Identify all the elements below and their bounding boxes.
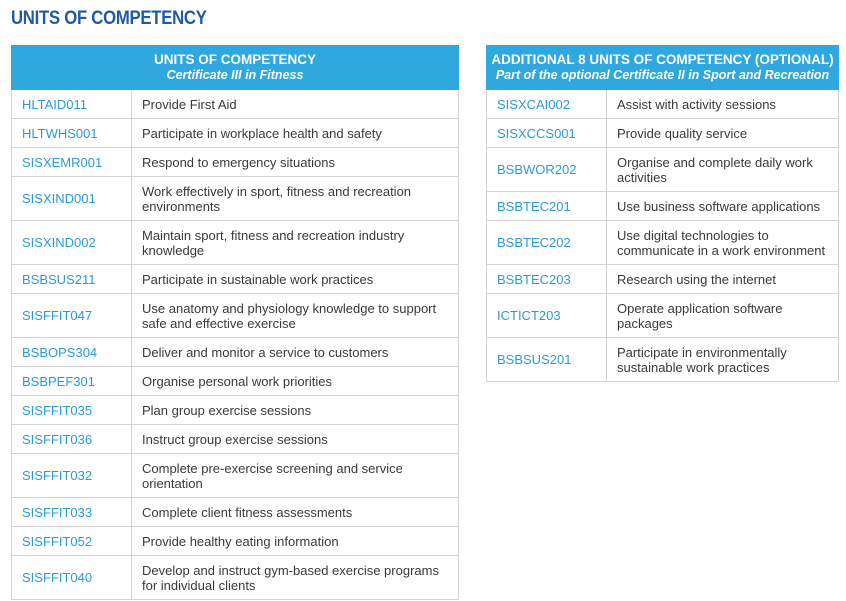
table-row (12, 265, 459, 294)
table-header (12, 46, 459, 90)
unit-name: Use anatomy and physiology knowledge to support safe and effective exercise (132, 294, 459, 338)
table-header (487, 46, 839, 90)
table-row (12, 527, 459, 556)
unit-name: Participate in environmentally sustainable work practices (607, 338, 839, 382)
unit-code: SISFFIT032 (12, 454, 132, 498)
unit-code: BSBTEC203 (487, 265, 607, 294)
table-row (12, 221, 459, 265)
unit-name: Provide quality service (607, 119, 839, 148)
table-row (487, 119, 839, 148)
table-row (487, 148, 839, 192)
table-row (12, 338, 459, 367)
table-row (487, 338, 839, 382)
units-table-certificate-iii (11, 45, 459, 600)
unit-name: Participate in workplace health and safety (132, 119, 459, 148)
table-row (12, 148, 459, 177)
unit-name: Plan group exercise sessions (132, 396, 459, 425)
unit-name: Provide First Aid (132, 90, 459, 119)
unit-code: BSBPEF301 (12, 367, 132, 396)
unit-code: BSBWOR202 (487, 148, 607, 192)
units-table-optional (486, 45, 839, 382)
unit-code: BSBTEC201 (487, 192, 607, 221)
unit-name: Maintain sport, fitness and recreation industry knowledge (132, 221, 459, 265)
table-row (12, 294, 459, 338)
table-row (12, 498, 459, 527)
unit-name: Work effectively in sport, fitness and recreation environments (132, 177, 459, 221)
unit-name: Instruct group exercise sessions (132, 425, 459, 454)
table-row (12, 367, 459, 396)
unit-code: SISFFIT047 (12, 294, 132, 338)
table-row (12, 454, 459, 498)
unit-name: Deliver and monitor a service to customers (132, 338, 459, 367)
unit-name: Complete client fitness assessments (132, 498, 459, 527)
unit-code: SISFFIT033 (12, 498, 132, 527)
table-subtitle: Certificate III in Fitness (166, 68, 304, 82)
unit-name: Organise and complete daily work activities (607, 148, 839, 192)
table-row (12, 119, 459, 148)
table-row (12, 556, 459, 600)
unit-name: Assist with activity sessions (607, 90, 839, 119)
unit-code: SISFFIT036 (12, 425, 132, 454)
table-row (487, 221, 839, 265)
unit-code: HLTWHS001 (12, 119, 132, 148)
unit-code: BSBOPS304 (12, 338, 132, 367)
page-title: UNITS OF COMPETENCY (11, 8, 207, 29)
table-title: UNITS OF COMPETENCY (153, 52, 316, 67)
unit-code: BSBTEC202 (487, 221, 607, 265)
table-row (487, 294, 839, 338)
table-subtitle: Part of the optional Certificate II in Sport and Recreation (495, 68, 830, 82)
unit-code: BSBSUS201 (487, 338, 607, 382)
unit-name: Research using the internet (607, 265, 839, 294)
unit-code: SISXCCS001 (487, 119, 607, 148)
table-row (12, 90, 459, 119)
unit-name: Participate in sustainable work practices (132, 265, 459, 294)
unit-code: SISXIND001 (12, 177, 132, 221)
unit-name: Operate application software packages (607, 294, 839, 338)
unit-name: Use business software applications (607, 192, 839, 221)
unit-code: SISXEMR001 (12, 148, 132, 177)
table-row (487, 265, 839, 294)
table-row (12, 177, 459, 221)
table-row (12, 425, 459, 454)
table-row (487, 90, 839, 119)
unit-code: ICTICT203 (487, 294, 607, 338)
unit-code: BSBSUS211 (12, 265, 132, 294)
table-row (12, 396, 459, 425)
table-row (487, 192, 839, 221)
unit-name: Complete pre-exercise screening and service orientation (132, 454, 459, 498)
unit-code: SISFFIT040 (12, 556, 132, 600)
unit-name: Use digital technologies to communicate in a work environment (607, 221, 839, 265)
unit-code: SISXIND002 (12, 221, 132, 265)
table-title: ADDITIONAL 8 UNITS OF COMPETENCY (OPTIONAL) (491, 52, 834, 67)
unit-code: SISXCAI002 (487, 90, 607, 119)
unit-name: Organise personal work priorities (132, 367, 459, 396)
unit-name: Provide healthy eating information (132, 527, 459, 556)
unit-name: Develop and instruct gym-based exercise programs for individual clients (132, 556, 459, 600)
unit-code: SISFFIT035 (12, 396, 132, 425)
unit-code: HLTAID011 (12, 90, 132, 119)
unit-code: SISFFIT052 (12, 527, 132, 556)
unit-name: Respond to emergency situations (132, 148, 459, 177)
